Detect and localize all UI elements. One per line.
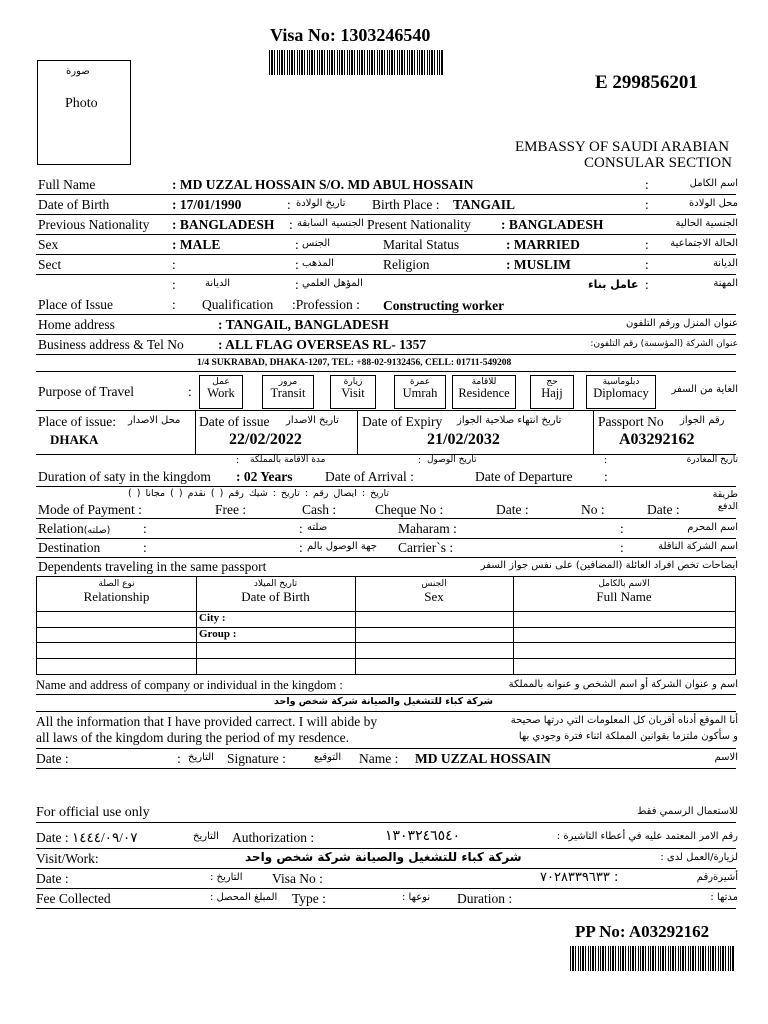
religion-ar-2: الديانة: [205, 278, 231, 289]
dep-col-fullname: [513, 579, 735, 605]
official-date: Date : ١٤٤٤/٠٩/٠٧: [36, 830, 138, 845]
full-name-value: : MD UZZAL HOSSAIN S/O. MD ABUL HOSSAIN: [172, 177, 474, 192]
religion-value: : MUSLIM: [506, 257, 571, 272]
dob-value: : 17/01/1990: [172, 197, 242, 212]
authorization-ar: رقم الامر المعتمد عليه في أعطاء التاشيرة :: [556, 831, 738, 842]
destination-label: Destination: [38, 540, 101, 555]
visit-work-value: شركة كباء للتشغيل والصيانة شركة شخص واحد: [245, 850, 522, 864]
signature-ar: التوقيع: [314, 752, 342, 763]
dependents-label: Dependents traveling in the same passport: [38, 559, 267, 574]
payment-date-1: Date :: [496, 502, 529, 517]
dependents-table: [36, 576, 736, 675]
business-address-ar: عنوان الشركة (المؤسسة) رقم التلفون:: [590, 339, 738, 349]
maharam-ar: اسم المحرم: [687, 522, 738, 533]
dep-col-sex: [355, 579, 513, 605]
type-ar: نوعها :: [402, 892, 431, 903]
pp-barcode: [570, 946, 734, 971]
dep-col-dob-label: Date of Birth: [241, 589, 310, 604]
purpose-diplomacy-ar: دبلوماسية: [602, 377, 640, 387]
colon: :: [188, 384, 192, 399]
payment-free: Free :: [215, 502, 247, 517]
arrival-ar: تاريخ الوصول: [427, 455, 477, 465]
destination-ar: جهة الوصول بالم: [307, 541, 377, 552]
colon: :: [295, 257, 299, 272]
purpose-umrah-label: Umrah: [402, 386, 438, 401]
colon: :: [143, 521, 147, 536]
colon: :: [172, 297, 176, 312]
pp-number-label: Passport No: [598, 414, 664, 429]
full-name-ar: اسم الكامل: [689, 178, 738, 189]
colon: :: [604, 469, 608, 484]
colon: :: [620, 521, 624, 536]
pp-place-value: DHAKA: [50, 432, 99, 447]
consular-section-text: CONSULAR SECTION: [584, 155, 732, 171]
dep-col-dob: [196, 579, 355, 605]
payment-date-2: Date :: [647, 502, 680, 517]
pp-doe-value: 21/02/2032: [427, 431, 500, 448]
colon: :: [143, 540, 147, 555]
duration-label: Duration of saty in the kingdom: [38, 469, 211, 484]
birth-place-value: TANGAIL: [453, 197, 516, 212]
present-nationality-value: : BANGLADESH: [501, 217, 604, 232]
place-of-issue-label: Place of Issue: [38, 297, 113, 312]
sect-label: Sect: [38, 257, 62, 272]
birth-place-ar: محل الولادة: [689, 198, 738, 209]
purpose-residence-box[interactable]: [452, 375, 516, 409]
purpose-diplomacy-box[interactable]: [586, 375, 656, 409]
dep-col-fullname-label: Full Name: [596, 589, 652, 604]
payment-cash: Cash :: [302, 502, 337, 517]
purpose-visit-ar: زيارة: [343, 377, 363, 387]
dep-col-relationship-label: Relationship: [83, 589, 150, 604]
colon: :: [645, 197, 649, 212]
departure-label: Date of Departure: [475, 469, 573, 484]
colon: :: [645, 277, 649, 292]
marital-status-value: : MARRIED: [506, 237, 580, 252]
sect-ar: المذهب: [302, 258, 334, 269]
business-address-value: : ALL FLAG OVERSEAS RL- 1357: [218, 337, 427, 352]
photo-box: [37, 60, 131, 165]
dob-ar: تاريخ الولادة: [296, 198, 346, 209]
type-label: Type :: [292, 891, 326, 906]
colon: :: [299, 540, 303, 555]
stay-ar: مدة الاقامة بالمملكة: [250, 455, 326, 465]
pp-doi-value: 22/02/2022: [229, 431, 302, 448]
maharam-label: Maharam :: [398, 521, 457, 536]
fee-label: Fee Collected: [36, 891, 111, 906]
qualification-ar: المؤهل العلمي: [302, 278, 363, 289]
home-address-label: Home address: [38, 317, 115, 332]
payment-ar-row: تاريخ : ايصال رقم : تاريخ : شيك رقم ( ) نقدم ( ) مجانا ( ): [128, 488, 389, 499]
purpose-umrah-box[interactable]: [394, 375, 446, 409]
sex-value: : MALE: [172, 237, 221, 252]
purpose-work-ar: عمل: [212, 377, 230, 387]
arrival-label: Date of Arrival :: [325, 469, 414, 484]
purpose-transit-label: Transit: [270, 386, 306, 401]
official-use-ar: للاستعمال الرسمي فقط: [637, 806, 738, 817]
authorization-value: ١٣٠٣٢٤٦٥٤٠: [385, 828, 461, 844]
purpose-diplomacy-label: Diplomacy: [593, 386, 649, 401]
duration-label-official: Duration :: [457, 891, 513, 906]
colon: :: [645, 177, 649, 192]
colon: :: [604, 454, 608, 466]
profession-value: Constructing worker: [383, 298, 505, 313]
purpose-transit-box[interactable]: [262, 375, 314, 409]
official-date-ar: التاريخ: [193, 831, 219, 842]
colon: :: [289, 217, 293, 232]
pp-place-label: Place of issue:: [38, 414, 116, 429]
colon: :: [645, 237, 649, 252]
pp-number-value: A03292162: [619, 431, 695, 448]
birth-place-label: Birth Place :: [372, 197, 440, 212]
signature-label: Signature :: [227, 751, 286, 766]
embassy-name: EMBASSY OF SAUDI ARABIAN: [515, 139, 730, 155]
colon: :: [645, 257, 649, 272]
colon: :: [236, 454, 240, 466]
colon: :: [620, 540, 624, 555]
business-address-label: Business address & Tel No: [38, 337, 184, 352]
payment-label: Mode of Payment :: [38, 502, 142, 517]
purpose-residence-ar: للاقامة: [471, 377, 497, 387]
purpose-visit-box[interactable]: [330, 375, 376, 409]
company-label: Name and address of company or individual in the kingdom :: [36, 678, 343, 692]
authorization-label: Authorization :: [232, 830, 315, 845]
colon: :: [299, 521, 303, 536]
profession-ar: المهنة: [713, 278, 738, 289]
purpose-work-label: Work: [207, 386, 235, 401]
carrier-ar: اسم الشركة الناقلة: [658, 541, 738, 552]
purpose-work-box[interactable]: [199, 375, 243, 409]
pp-doi-label: Date of issue: [199, 414, 270, 429]
official-use-label: For official use only: [36, 805, 150, 820]
visa-barcode: [269, 50, 443, 75]
dep-col-relationship-ar: نوع الصلة: [98, 579, 135, 589]
visa-no-value: ٧٠٢٨٣٣٩٦٣٣ :: [540, 870, 619, 885]
qualification-label: Qualification: [202, 297, 274, 312]
payment-cheque: Cheque No :: [375, 502, 444, 517]
home-address-value: : TANGAIL, BANGLADESH: [218, 317, 389, 332]
company-ar-value: شركة كباء للتشغيل والصيانة شركة شخص واحد: [274, 696, 493, 707]
sig-date-ar: التاريخ: [188, 752, 214, 763]
payment-ar-label: طريقة الدفع: [712, 489, 738, 513]
declaration-line-1: All the information that I have provided carrect. I will abide by: [36, 714, 378, 729]
sex-label: Sex: [38, 237, 59, 252]
present-nationality-label: Present Nationality: [367, 217, 471, 232]
purpose-hajj-box[interactable]: [530, 375, 574, 409]
dep-col-relationship: [37, 579, 196, 605]
profession-ar-value: عامل بناء: [588, 278, 639, 291]
visa-no-label: Visa No :: [272, 871, 323, 886]
relation-label: Relation(صلته): [38, 521, 111, 536]
pp-no: PP No: A03292162: [575, 922, 710, 941]
pp-doe-label: Date of Expiry: [362, 414, 443, 429]
declaration-ar-2: و سأكون ملتزما بقوانين المملكة اثناء فترة وجودي بها: [518, 731, 738, 742]
colon: :: [295, 277, 299, 292]
marital-status-label: Marital Status: [383, 237, 460, 252]
sig-name-value: MD UZZAL HOSSAIN: [415, 751, 551, 766]
pp-doe-ar: تاريخ انتهاء صلاحية الجواز: [457, 415, 562, 426]
duration-value: : 02 Years: [236, 469, 293, 484]
present-nationality-ar: الجنسية الحالية: [675, 218, 738, 229]
dep-col-fullname-ar: الاسم بالكامل: [598, 579, 650, 589]
purpose-label: Purpose of Travel: [38, 384, 135, 399]
visa-no-ar: أشيرةرقم: [696, 872, 738, 883]
pp-number-ar: رقم الجواز: [680, 415, 725, 426]
relation-ar: صلته: [307, 522, 328, 533]
colon: :: [172, 257, 176, 272]
departure-ar: تاريخ المغادرة: [686, 455, 738, 465]
full-name-label: Full Name: [38, 177, 96, 192]
duration-ar: مدتها :: [710, 892, 738, 903]
pp-doi-ar: تاريخ الاصدار: [286, 415, 339, 426]
dep-col-sex-ar: الجنس: [421, 579, 447, 589]
prev-nationality-value: : BANGLADESH: [172, 217, 275, 232]
prev-nationality-ar: الجنسية السابقة: [297, 218, 364, 229]
e-number: E 299856201: [595, 72, 698, 93]
company-ar-label: اسم و عنوان الشركة أو اسم الشخص و عنوانه بالمملكة: [508, 679, 738, 690]
visit-work-ar: لزيارة/العمل لدى :: [660, 852, 738, 863]
colon: :: [177, 751, 181, 766]
prev-nationality-label: Previous Nationality: [38, 217, 150, 232]
fee-ar: المبلغ المحصل :: [210, 892, 278, 903]
profession-label: :Profession :: [292, 297, 360, 312]
declaration-line-2: all laws of the kingdom during the period of my resdence.: [36, 730, 350, 745]
sig-name-ar: الاسم: [714, 752, 738, 763]
purpose-residence-label: Residence: [458, 386, 510, 401]
colon: :: [418, 454, 422, 466]
purpose-hajj-ar: حج: [546, 377, 558, 387]
payment-no: No :: [581, 502, 605, 517]
declaration-ar-1: أنا الموقع أدناه أقربان كل المعلومات التي درتها صحيحة: [510, 715, 738, 726]
dep-col-sex-label: Sex: [424, 589, 444, 604]
visit-work-label: Visit/Work:: [36, 851, 99, 866]
sex-ar: الجنس: [302, 238, 331, 249]
religion-label: Religion: [383, 257, 430, 272]
dependents-ar: ايضاحات تخص افراد العائلة (المضافين) على نفس جواز السفر: [480, 560, 738, 571]
religion-ar: الديانة: [712, 258, 738, 269]
colon: :: [172, 277, 176, 292]
purpose-umrah-ar: عمرة: [409, 377, 431, 387]
official-date-2-ar: التاريخ :: [210, 872, 243, 883]
business-address-line: 1/4 SUKRABAD, DHAKA-1207, TEL: +88-02-9132456, CELL: 01711-549208: [197, 358, 512, 368]
relation-ar-paren: (صلته): [83, 525, 111, 536]
carrier-label: Carrier`s :: [398, 540, 454, 555]
purpose-visit-label: Visit: [341, 386, 365, 401]
dep-city-label: City :: [199, 612, 226, 624]
dep-group-label: Group :: [199, 628, 237, 640]
dob-label: Date of Birth: [38, 197, 110, 212]
dep-col-dob-ar: تاريخ الميلاد: [253, 579, 298, 589]
colon: :: [295, 237, 299, 252]
official-date-2: Date :: [36, 871, 69, 886]
pp-place-ar: محل الاصدار: [128, 415, 181, 426]
colon: :: [287, 197, 291, 212]
purpose-hajj-label: Hajj: [541, 386, 563, 401]
sig-name-label: Name :: [359, 751, 399, 766]
sig-date-label: Date :: [36, 751, 69, 766]
photo-label: Photo: [65, 96, 98, 111]
purpose-transit-ar: مرور: [278, 377, 298, 387]
purpose-ar: الغاية من السفر: [671, 384, 738, 395]
photo-label-ar: صورة: [66, 66, 90, 77]
visa-number: Visa No: 1303246540: [270, 25, 431, 45]
home-address-ar: عنوان المنزل ورقم التلفون: [625, 318, 738, 329]
marital-status-ar: الحالة الاجتماعية: [670, 238, 738, 249]
